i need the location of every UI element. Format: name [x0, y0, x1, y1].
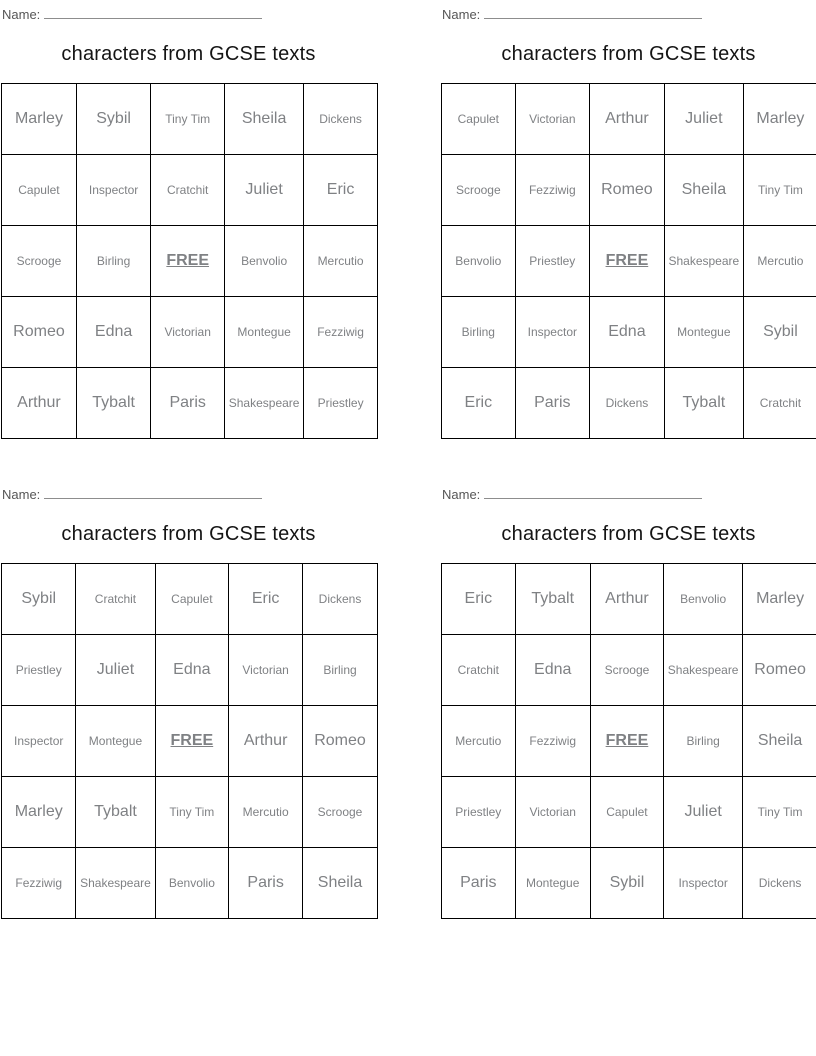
bingo-cell: Scrooge [2, 226, 77, 297]
bingo-grid [1, 83, 378, 439]
bingo-cell: Mercutio [442, 706, 516, 777]
bingo-cell: Benvolio [664, 564, 743, 635]
bingo-cell: Montegue [76, 706, 155, 777]
bingo-cell: Birling [76, 226, 150, 297]
card-title: characters from GCSE texts [61, 43, 316, 65]
bingo-cell: Priestley [442, 777, 516, 848]
bingo-cell: Priestley [2, 635, 76, 706]
name-field [2, 5, 262, 22]
bingo-cell: Tybalt [76, 368, 150, 439]
bingo-cell: Sybil [743, 297, 816, 368]
bingo-cell: Tybalt [515, 564, 590, 635]
name-field [442, 485, 702, 502]
bingo-cell: Montegue [664, 297, 743, 368]
bingo-cell: Inspector [515, 297, 589, 368]
bingo-cell: Edna [155, 635, 229, 706]
bingo-cell: Capulet [155, 564, 229, 635]
bingo-cell: Romeo [303, 706, 378, 777]
bingo-cell: Juliet [664, 777, 743, 848]
bingo-cell: Eric [304, 155, 378, 226]
name-blank-line [484, 485, 702, 499]
bingo-cell: Edna [589, 297, 664, 368]
bingo-cell: Edna [515, 635, 590, 706]
bingo-cell: Victorian [151, 297, 225, 368]
bingo-cell: Tiny Tim [155, 777, 229, 848]
bingo-cell: Eric [442, 368, 516, 439]
bingo-cell: Marley [743, 564, 816, 635]
bingo-cell: Priestley [304, 368, 378, 439]
bingo-cell: Juliet [664, 84, 743, 155]
bingo-cell: Cratchit [151, 155, 225, 226]
bingo-cell: Capulet [442, 84, 516, 155]
bingo-cell: Eric [442, 564, 516, 635]
free-cell: FREE [590, 706, 663, 777]
bingo-cell: Marley [2, 777, 76, 848]
bingo-cell: Sybil [76, 84, 150, 155]
bingo-cell: Juliet [76, 635, 155, 706]
bingo-cell: Romeo [2, 297, 77, 368]
name-label: Name: [442, 7, 481, 22]
bingo-cell: Arthur [2, 368, 77, 439]
bingo-cell: Inspector [664, 848, 743, 919]
bingo-cell: Cratchit [76, 564, 155, 635]
name-blank-line [44, 5, 262, 19]
bingo-cell: Cratchit [743, 368, 816, 439]
free-cell: FREE [589, 226, 664, 297]
bingo-cell: Inspector [2, 706, 76, 777]
bingo-cell: Paris [229, 848, 303, 919]
name-blank-line [484, 5, 702, 19]
name-label: Name: [2, 7, 41, 22]
bingo-cell: Arthur [590, 564, 663, 635]
bingo-cell: Fezziwig [515, 155, 589, 226]
bingo-cell: Victorian [515, 777, 590, 848]
bingo-cell: Tiny Tim [743, 155, 816, 226]
bingo-grid [441, 83, 816, 439]
bingo-cell: Paris [151, 368, 225, 439]
bingo-grid [1, 563, 378, 919]
bingo-cell: Benvolio [442, 226, 516, 297]
name-field [2, 485, 262, 502]
bingo-cell: Mercutio [229, 777, 303, 848]
bingo-cell: Shakespeare [664, 635, 743, 706]
bingo-card-bottom-left [1, 485, 378, 917]
free-cell: FREE [155, 706, 229, 777]
bingo-cell: Scrooge [442, 155, 516, 226]
name-label: Name: [442, 487, 481, 502]
bingo-cell: Sheila [664, 155, 743, 226]
bingo-cell: Inspector [76, 155, 150, 226]
bingo-cell: Tiny Tim [743, 777, 816, 848]
bingo-cell: Sheila [225, 84, 304, 155]
bingo-cell: Scrooge [590, 635, 663, 706]
bingo-cell: Tybalt [664, 368, 743, 439]
bingo-cell: Scrooge [303, 777, 378, 848]
bingo-cell: Victorian [515, 84, 589, 155]
bingo-cell: Dickens [589, 368, 664, 439]
bingo-cell: Fezziwig [304, 297, 378, 368]
bingo-cell: Montegue [515, 848, 590, 919]
card-title: characters from GCSE texts [501, 43, 756, 65]
bingo-cell: Fezziwig [2, 848, 76, 919]
free-cell: FREE [151, 226, 225, 297]
bingo-cell: Marley [2, 84, 77, 155]
bingo-grid [441, 563, 816, 919]
bingo-card-top-left [1, 5, 378, 437]
bingo-cell: Dickens [303, 564, 378, 635]
bingo-cell: Arthur [589, 84, 664, 155]
name-blank-line [44, 485, 262, 499]
bingo-cell: Tybalt [76, 777, 155, 848]
bingo-cell: Capulet [590, 777, 663, 848]
card-title: characters from GCSE texts [501, 523, 756, 545]
bingo-cell: Sheila [303, 848, 378, 919]
bingo-cell: Birling [664, 706, 743, 777]
bingo-cell: Shakespeare [664, 226, 743, 297]
bingo-cell: Birling [303, 635, 378, 706]
name-label: Name: [2, 487, 41, 502]
bingo-cell: Mercutio [304, 226, 378, 297]
bingo-cell: Cratchit [442, 635, 516, 706]
bingo-cell: Sybil [590, 848, 663, 919]
bingo-cell: Benvolio [225, 226, 304, 297]
bingo-cell: Romeo [589, 155, 664, 226]
bingo-cell: Tiny Tim [151, 84, 225, 155]
bingo-cell: Marley [743, 84, 816, 155]
bingo-cell: Romeo [743, 635, 816, 706]
bingo-cell: Dickens [743, 848, 816, 919]
name-field [442, 5, 702, 22]
bingo-cell: Paris [442, 848, 516, 919]
bingo-cell: Shakespeare [225, 368, 304, 439]
bingo-cell: Arthur [229, 706, 303, 777]
bingo-cell: Victorian [229, 635, 303, 706]
bingo-cell: Priestley [515, 226, 589, 297]
bingo-cell: Eric [229, 564, 303, 635]
bingo-cell: Fezziwig [515, 706, 590, 777]
bingo-cell: Birling [442, 297, 516, 368]
bingo-card-top-right [441, 5, 816, 437]
bingo-cell: Edna [76, 297, 150, 368]
bingo-cell: Mercutio [743, 226, 816, 297]
bingo-card-bottom-right [441, 485, 816, 917]
bingo-cell: Paris [515, 368, 589, 439]
bingo-cell: Montegue [225, 297, 304, 368]
bingo-cell: Juliet [225, 155, 304, 226]
bingo-cell: Shakespeare [76, 848, 155, 919]
bingo-cell: Dickens [304, 84, 378, 155]
bingo-cell: Sybil [2, 564, 76, 635]
bingo-cell: Sheila [743, 706, 816, 777]
card-title: characters from GCSE texts [61, 523, 316, 545]
bingo-cell: Capulet [2, 155, 77, 226]
bingo-cell: Benvolio [155, 848, 229, 919]
